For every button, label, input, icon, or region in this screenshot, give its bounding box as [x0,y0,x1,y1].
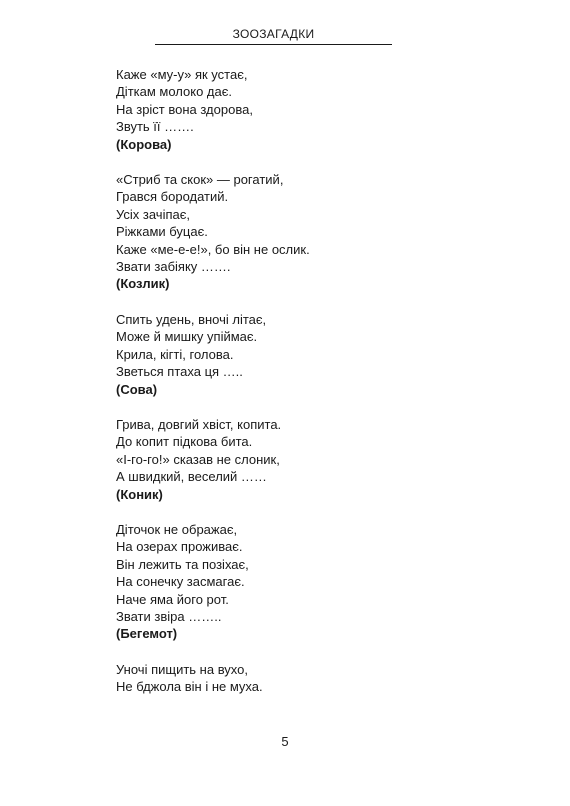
riddle-line: Каже «му-у» як устає, [116,67,248,82]
header-title: ЗООЗАГАДКИ [232,27,315,41]
riddle-line: Грива, довгий хвіст, копита. [116,416,282,432]
riddle-line: Не бджола він і не муха. [116,679,263,695]
riddle-cow [116,66,456,153]
riddle-line: Зветься птаха ця ….. [116,364,243,380]
page-number: 5 [281,734,289,749]
riddle-line: На сонечку засмагає. [116,574,245,590]
riddle-line: До копит підкова бита. [116,434,253,450]
riddle-answer: (Сова) [116,381,158,397]
riddle-line: Звати забіяку ……. [116,259,231,275]
riddle-answer: (Козлик) [116,276,170,292]
riddle-line: Ріжками буцає. [116,224,208,240]
riddle-line: На озерах проживає. [116,539,243,555]
riddle-line: Може й мишку упіймає. [116,329,258,345]
riddle-horse [116,416,456,503]
running-header [155,27,392,45]
riddle-line: На зріст вона здорова, [116,101,253,117]
riddle-line: А швидкий, веселий …… [116,469,267,485]
riddle-line: Він лежить та позіхає, [116,556,249,572]
riddle-line: Діткам молоко дає. [116,84,232,100]
riddle-mosquito [116,661,456,696]
riddle-line: «І-го-го!» сказав не слоник, [116,451,280,467]
header-rule [155,44,392,45]
riddle-line: Крила, кігті, голова. [116,346,234,362]
riddle-owl [116,311,456,398]
riddle-goat [116,171,456,293]
riddle-line: «Стриб та скок» — рогатий, [116,172,284,188]
riddle-hippo [116,521,456,643]
riddle-line: Спить удень, вночі літає, [116,311,267,327]
riddle-line: Уночі пищить на вухо, [116,661,249,677]
riddle-line: Діточок не ображає, [116,521,238,537]
riddle-answer: (Корова) [116,136,172,152]
riddle-line: Грався бородатий. [116,189,229,205]
riddle-answer: (Бегемот) [116,626,178,642]
riddle-line: Каже «ме-е-е!», бо він не ослик. [116,241,310,257]
riddle-line: Усіх зачіпає, [116,206,190,222]
riddle-line: Звати звіра …….. [116,608,222,624]
riddle-line: Наче яма його рот. [116,591,229,607]
riddles-list [116,66,456,714]
riddle-answer: (Коник) [116,486,163,502]
riddle-line: Звуть її ……. [116,119,194,135]
